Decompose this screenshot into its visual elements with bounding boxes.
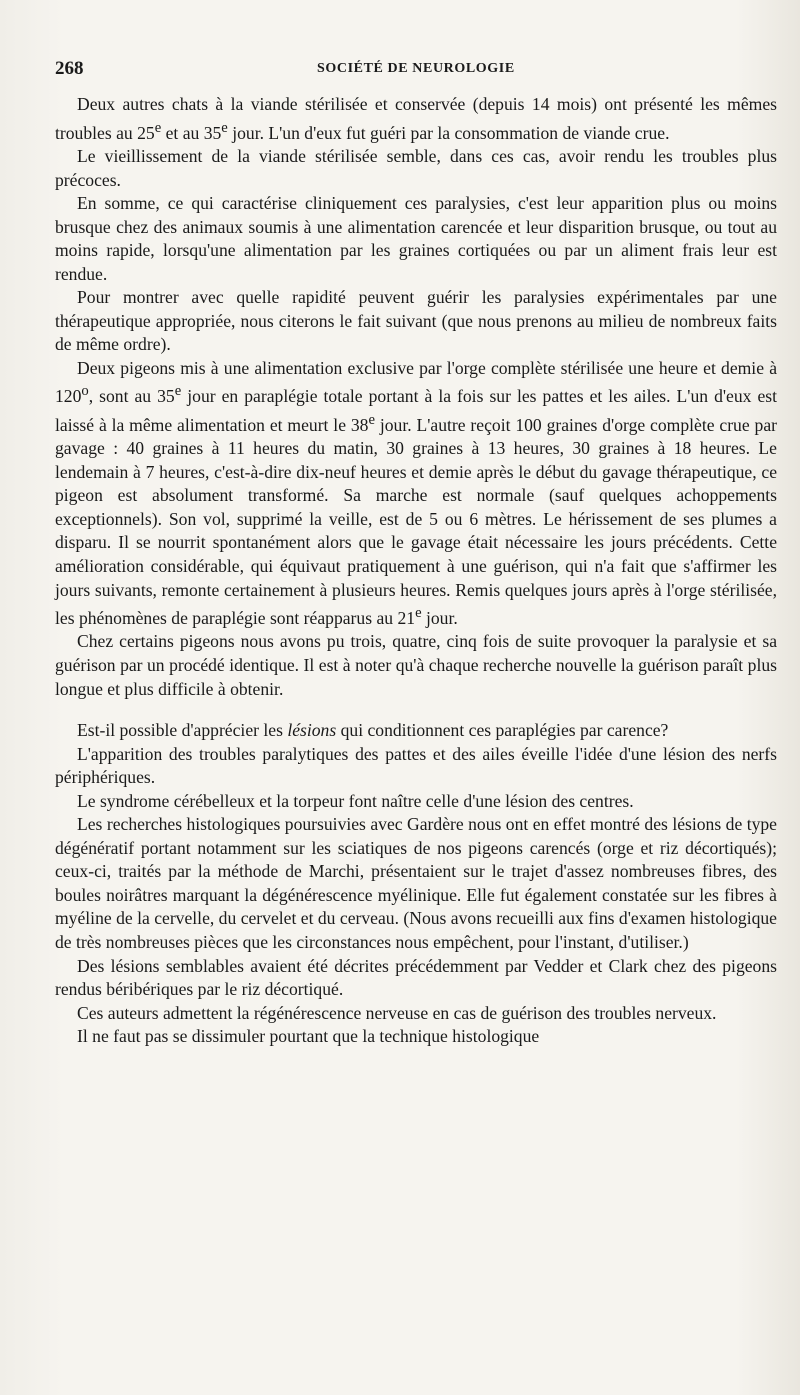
paragraph: Est-il possible d'apprécier les lésions qui conditionnent ces paraplégies par carence? — [77, 720, 669, 741]
paragraph: Il ne faut pas se dissimuler pourtant que la technique histologique — [77, 1026, 540, 1047]
paragraph: Chez certains pigeons nous avons pu trois, quatre, cinq fois de suite provoquer la paralysie et sa guérison par un procédé identique. Il est à noter qu'à chaque recherche nouvelle la guérison paraît plus longue et plus difficile à obtenir. — [55, 631, 777, 699]
paragraph: En somme, ce qui caractérise cliniquement ces paralysies, c'est leur apparition plus ou moins brusque chez des animaux soumis à une alimentation carencée et leur disparition brusque, ou tout au moins rapide, lorsqu'une alimentation par les graines cortiquées ou par un aliment frais leur est rendue. — [55, 193, 777, 284]
body-text — [55, 93, 777, 1049]
running-head: SOCIÉTÉ DE NEUROLOGIE — [317, 61, 515, 76]
emphasis: lésions — [287, 720, 337, 741]
paragraph: Deux autres chats à la viande stérilisée et conservée (depuis 14 mois) ont présenté les mêmes troubles au 25e et au 35e jour. L'un d'eux fut guéri par la consommation de viande crue. — [55, 94, 777, 143]
paragraph: Le vieillissement de la viande stérilisée semble, dans ces cas, avoir rendu les troubles plus précoces. — [55, 145, 777, 190]
paragraph: Ces auteurs admettent la régénérescence nerveuse en cas de guérison des troubles nerveux. — [77, 1002, 717, 1023]
paragraph: Pour montrer avec quelle rapidité peuvent guérir les paralysies expérimentales par une thérapeutique appropriée, nous citerons le fait suivant (que nous prenons au milieu de nombreux faits de même ordre). — [55, 287, 777, 355]
paragraph: Le syndrome cérébelleux et la torpeur font naître celle d'une lésion des centres. — [77, 790, 634, 811]
page-header — [55, 58, 765, 88]
paragraph: Des lésions semblables avaient été décrites précédemment par Vedder et Clark chez des pigeons rendus béribériques par le riz décortiqué. — [55, 955, 777, 1000]
paragraph: Les recherches histologiques poursuivies avec Gardère nous ont en effet montré des lésions de type dégénératif portant notamment sur les sciatiques de nos pigeons carencés (orge et riz décortiqués); ceux-ci, traités par la méthode de Marchi, présentaient sur le trajet d'assez nombreuses fibres, des boules noirâtres marquant la dégénérescence myélinique. Elle fut également constatée sur les fibres à myéline de la cervelle, du cervelet et du cerveau. (Nous avons recueilli aux fins d'examen histologique de très nombreuses pièces que les circonstances nous empêchent, pour l'instant, d'utiliser.) — [55, 814, 777, 953]
paragraph: L'apparition des troubles paralytiques des pattes et des ailes éveille l'idée d'une lésion des nerfs périphériques. — [55, 743, 777, 788]
page-number: 268 — [55, 58, 84, 79]
paragraph: Deux pigeons mis à une alimentation exclusive par l'orge complète stérilisée une heure et demie à 120$^o$, sont au 35e jour en paraplégie totale portant à la fois sur les pattes et les ailes. L'un d'eux est laissé à la même alimentation et meurt le 38e jour. L'autre reçoit 100 graines d'orge complète crue par gavage : 40 graines à 11 heures du matin, 30 graines à 13 heures, 30 graines à 18 heures. Le lendemain à 7 heures, c'est-à-dire dix-neuf heures et demie après le début du gavage thérapeutique, ce pigeon est absolument transformé. Sa marche est normale (sauf quelques achoppements exceptionnels). Son vol, supprimé la veille, est de 5 ou 6 mètres. Le hérissement de ses plumes a disparu. Il se nourrit spontanément alors que le gavage était nécessaire les jours précédents. Cette amélioration considérable, qui équivaut pratiquement à une guérison, qui n'a fait que s'affirmer les jours suivants, remonte certainement à plusieurs heures. Remis quelques jours après à l'orge stérilisée, les phénomènes de paraplégie sont réapparus au 21e jour. — [55, 357, 777, 628]
